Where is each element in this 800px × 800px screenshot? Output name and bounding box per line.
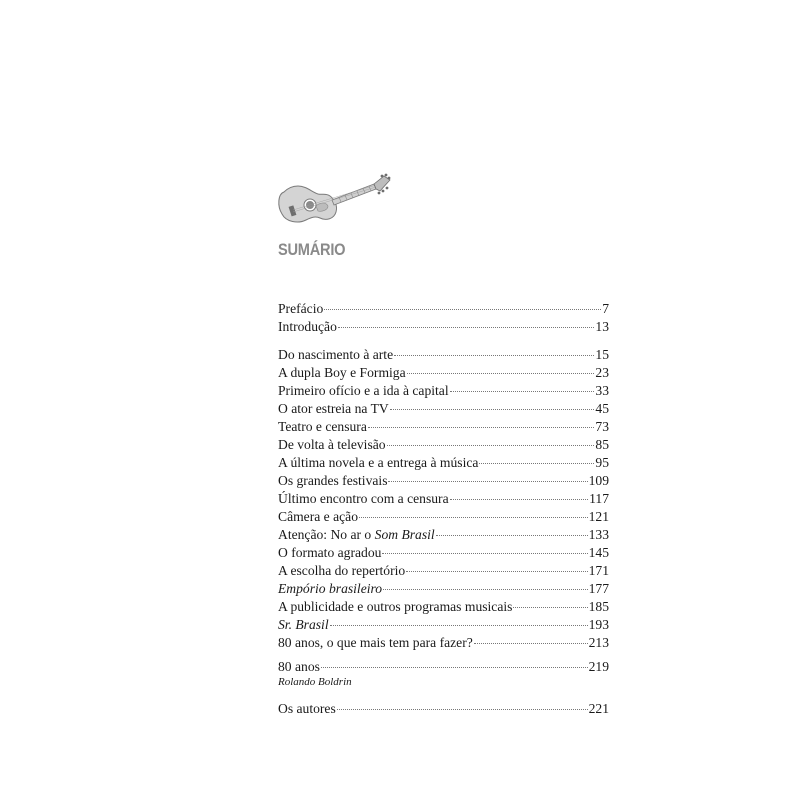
dot-leader — [406, 571, 587, 572]
dot-leader — [388, 481, 587, 482]
dot-leader — [368, 427, 595, 428]
toc-entry — [278, 658, 609, 676]
dot-leader — [513, 607, 587, 608]
dot-leader — [359, 517, 588, 518]
toc-entry — [278, 346, 609, 364]
toc-entry — [278, 616, 609, 634]
toc-entry-title: Introdução — [278, 319, 337, 334]
toc-entry — [278, 598, 609, 616]
toc-entry-page-number: 33 — [595, 383, 609, 398]
toc-entry-page-number: 193 — [588, 617, 609, 632]
toc-entry — [278, 318, 609, 336]
toc-entry-title: Empório brasileiro — [278, 581, 383, 596]
dot-leader — [330, 625, 588, 626]
dot-leader — [321, 667, 588, 668]
toc-entry — [278, 454, 609, 472]
toc-entry-page-number: 13 — [595, 319, 609, 334]
toc-entry-title: A dupla Boy e Formiga — [278, 365, 406, 380]
toc-entry-page-number: 185 — [588, 599, 609, 614]
toc-entry-title: Prefácio — [278, 301, 324, 316]
toc-entry-title: Sr. Brasil — [278, 617, 329, 632]
toc-entry-page-number: 15 — [595, 347, 609, 362]
toc-entry-page-number: 221 — [588, 701, 609, 716]
toc-entry-page-number: 45 — [595, 401, 609, 416]
toc-entry — [278, 472, 609, 490]
toc-entry-title-prefix: Atenção: No ar o — [278, 527, 375, 542]
toc-entry-title: Câmera e ação — [278, 509, 358, 524]
toc-entry — [278, 634, 609, 652]
toc-entry — [278, 400, 609, 418]
dot-leader — [324, 309, 601, 310]
toc-entry-title: Último encontro com a censura — [278, 491, 449, 506]
dot-leader — [474, 643, 588, 644]
dot-leader — [479, 463, 594, 464]
toc-entry — [278, 382, 609, 400]
toc-entry-page-number: 95 — [595, 455, 609, 470]
toc-entry — [278, 562, 609, 580]
toc-entry-page-number: 117 — [589, 491, 609, 506]
toc-entry-page-number: 23 — [595, 365, 609, 380]
dot-leader — [338, 327, 595, 328]
toc-entry — [278, 544, 609, 562]
toc-entry-page-number: 145 — [588, 545, 609, 560]
toc-entry-page-number: 133 — [588, 527, 609, 542]
toc-entry — [278, 418, 609, 436]
toc-entry-page-number: 7 — [602, 301, 609, 316]
dot-leader — [390, 409, 595, 410]
dot-leader — [436, 535, 588, 536]
toc-entry-title: A escolha do repertório — [278, 563, 406, 578]
toc-entry-title: Teatro e censura — [278, 419, 367, 434]
toc-entry-title: Os grandes festivais — [278, 473, 388, 488]
toc-entry-title: 80 anos, o que mais tem para fazer? — [278, 635, 473, 650]
toc-entry-title-italic: Som Brasil — [374, 527, 435, 542]
toc-entry — [278, 700, 609, 718]
dot-leader — [450, 391, 595, 392]
toc-entry-title: A publicidade e outros programas musicais — [278, 599, 513, 614]
page-title: SUMÁRIO — [278, 240, 346, 259]
toc-entry-title: Primeiro ofício e a ida à capital — [278, 383, 449, 398]
toc-entry-page-number: 73 — [595, 419, 609, 434]
dot-leader — [337, 709, 588, 710]
toc-entry — [278, 436, 609, 454]
toc-entry-page-number: 177 — [588, 581, 609, 596]
toc-entry-page-number: 109 — [588, 473, 609, 488]
dot-leader — [383, 589, 588, 590]
toc-entry-title: De volta à televisão — [278, 437, 386, 452]
toc-entry-title: O formato agradou — [278, 545, 382, 560]
dot-leader — [394, 355, 594, 356]
toc-entry-title: O ator estreia na TV — [278, 401, 389, 416]
toc-entry — [278, 526, 609, 544]
toc-entry-page-number: 121 — [588, 509, 609, 524]
toc-entry-author: Rolando Boldrin — [278, 676, 352, 688]
toc-entry — [278, 300, 609, 318]
dot-leader — [387, 445, 595, 446]
guitar-icon — [276, 172, 392, 228]
toc-entry-title: Do nascimento à arte — [278, 347, 394, 362]
toc-entry-page-number: 219 — [588, 659, 609, 674]
toc-entry-title: 80 anos — [278, 659, 320, 674]
toc-entry-title — [278, 526, 435, 544]
dot-leader — [382, 553, 587, 554]
toc-entry — [278, 364, 609, 382]
dot-leader — [450, 499, 588, 500]
toc-entry — [278, 580, 609, 598]
toc-entry-title: Os autores — [278, 701, 336, 716]
toc-entry — [278, 490, 609, 508]
toc-entry — [278, 508, 609, 526]
toc-entry-page-number: 171 — [588, 563, 609, 578]
toc-entry-title: A última novela e a entrega à música — [278, 455, 479, 470]
dot-leader — [407, 373, 595, 374]
toc-entry-page-number: 213 — [588, 635, 609, 650]
toc-entry-page-number: 85 — [595, 437, 609, 452]
